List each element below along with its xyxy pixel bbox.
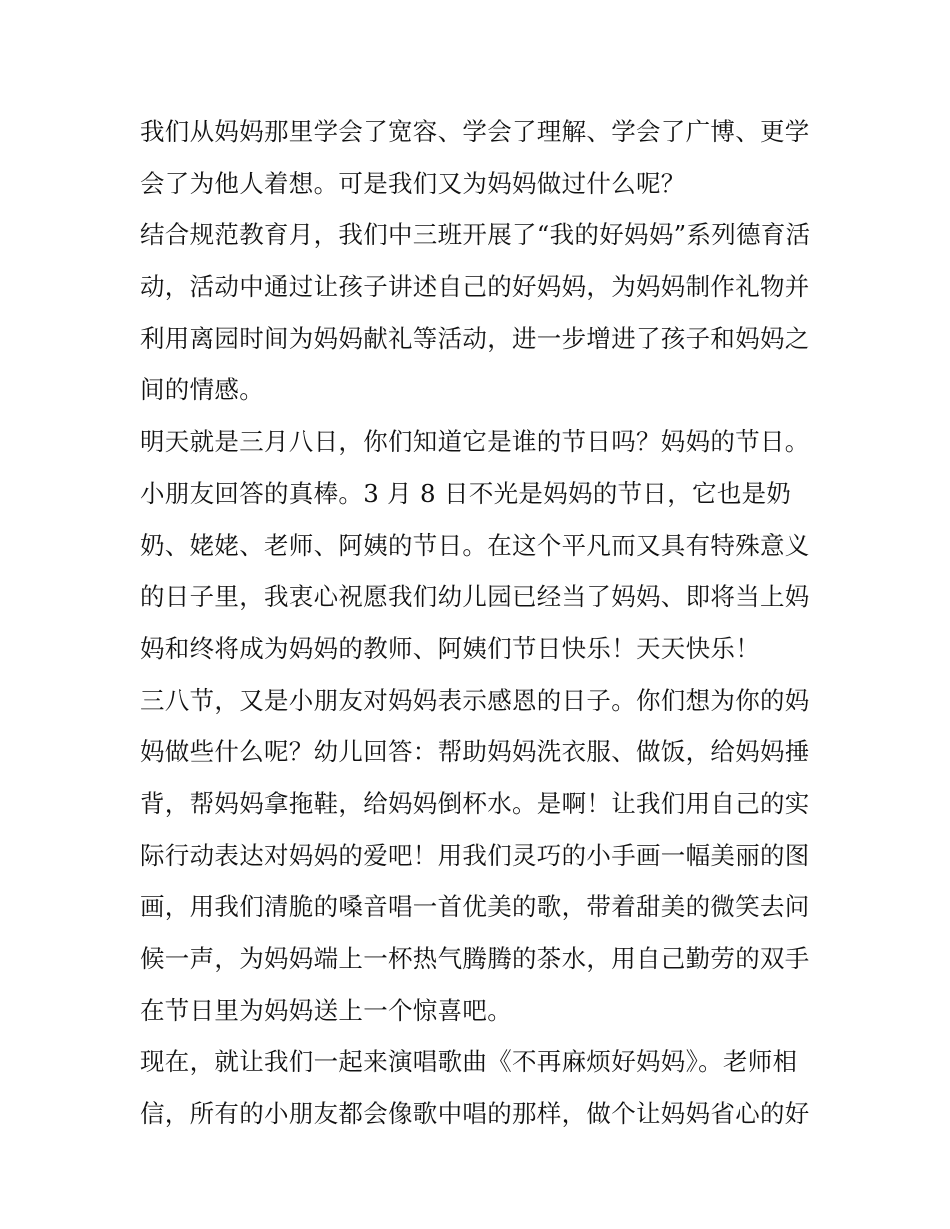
text-line: 动，活动中通过让孩子讲述自己的好妈妈，为妈妈制作礼物并 (140, 272, 810, 302)
document-body (140, 106, 820, 1140)
text-line: 际行动表达对妈妈的爱吧！用我们灵巧的小手画一幅美丽的图 (140, 840, 810, 870)
text-line: 会了为他人着想。可是我们又为妈妈做过什么呢？ (140, 168, 686, 198)
text-line: 背，帮妈妈拿拖鞋，给妈妈倒杯水。是啊！让我们用自己的实 (140, 788, 810, 818)
text-line: 结合规范教育月，我们中三班开展了“我的好妈妈”系列德育活 (140, 220, 811, 250)
text-line: 候一声，为妈妈端上一杯热气腾腾的茶水，用自己勤劳的双手 (140, 944, 810, 973)
text-line: 画，用我们清脆的嗓音唱一首优美的歌，带着甜美的微笑去问 (140, 892, 810, 922)
text-line: 奶、姥姥、老师、阿姨的节日。在这个平凡而又具有特殊意义 (140, 530, 810, 560)
text-line: 三八节，又是小朋友对妈妈表示感恩的日子。你们想为你的妈 (140, 685, 810, 715)
text-line: 小朋友回答的真棒。3 月 8 日不光是妈妈的节日，它也是奶 (140, 478, 792, 508)
text-line: 间的情感。 (140, 375, 264, 405)
text-line: 信，所有的小朋友都会像歌中唱的那样，做个让妈妈省心的好 (140, 1099, 810, 1129)
text-line: 在节日里为妈妈送上一个惊喜吧。 (140, 995, 512, 1025)
text-line: 利用离园时间为妈妈献礼等活动，进一步增进了孩子和妈妈之 (140, 323, 810, 353)
text-line: 我们从妈妈那里学会了宽容、学会了理解、学会了广博、更学 (140, 117, 810, 146)
text-line: 明天就是三月八日，你们知道它是谁的节日吗？妈妈的节日。 (140, 427, 810, 457)
text-line: 妈和终将成为妈妈的教师、阿姨们节日快乐！天天快乐！ (140, 633, 760, 663)
text-line: 现在，就让我们一起来演唱歌曲《不再麻烦好妈妈》。老师相 (140, 1047, 798, 1077)
text-line: 妈做些什么呢？幼儿回答：帮助妈妈洗衣服、做饭，给妈妈捶 (140, 737, 810, 767)
text-line: 的日子里，我衷心祝愿我们幼儿园已经当了妈妈、即将当上妈 (140, 582, 810, 612)
